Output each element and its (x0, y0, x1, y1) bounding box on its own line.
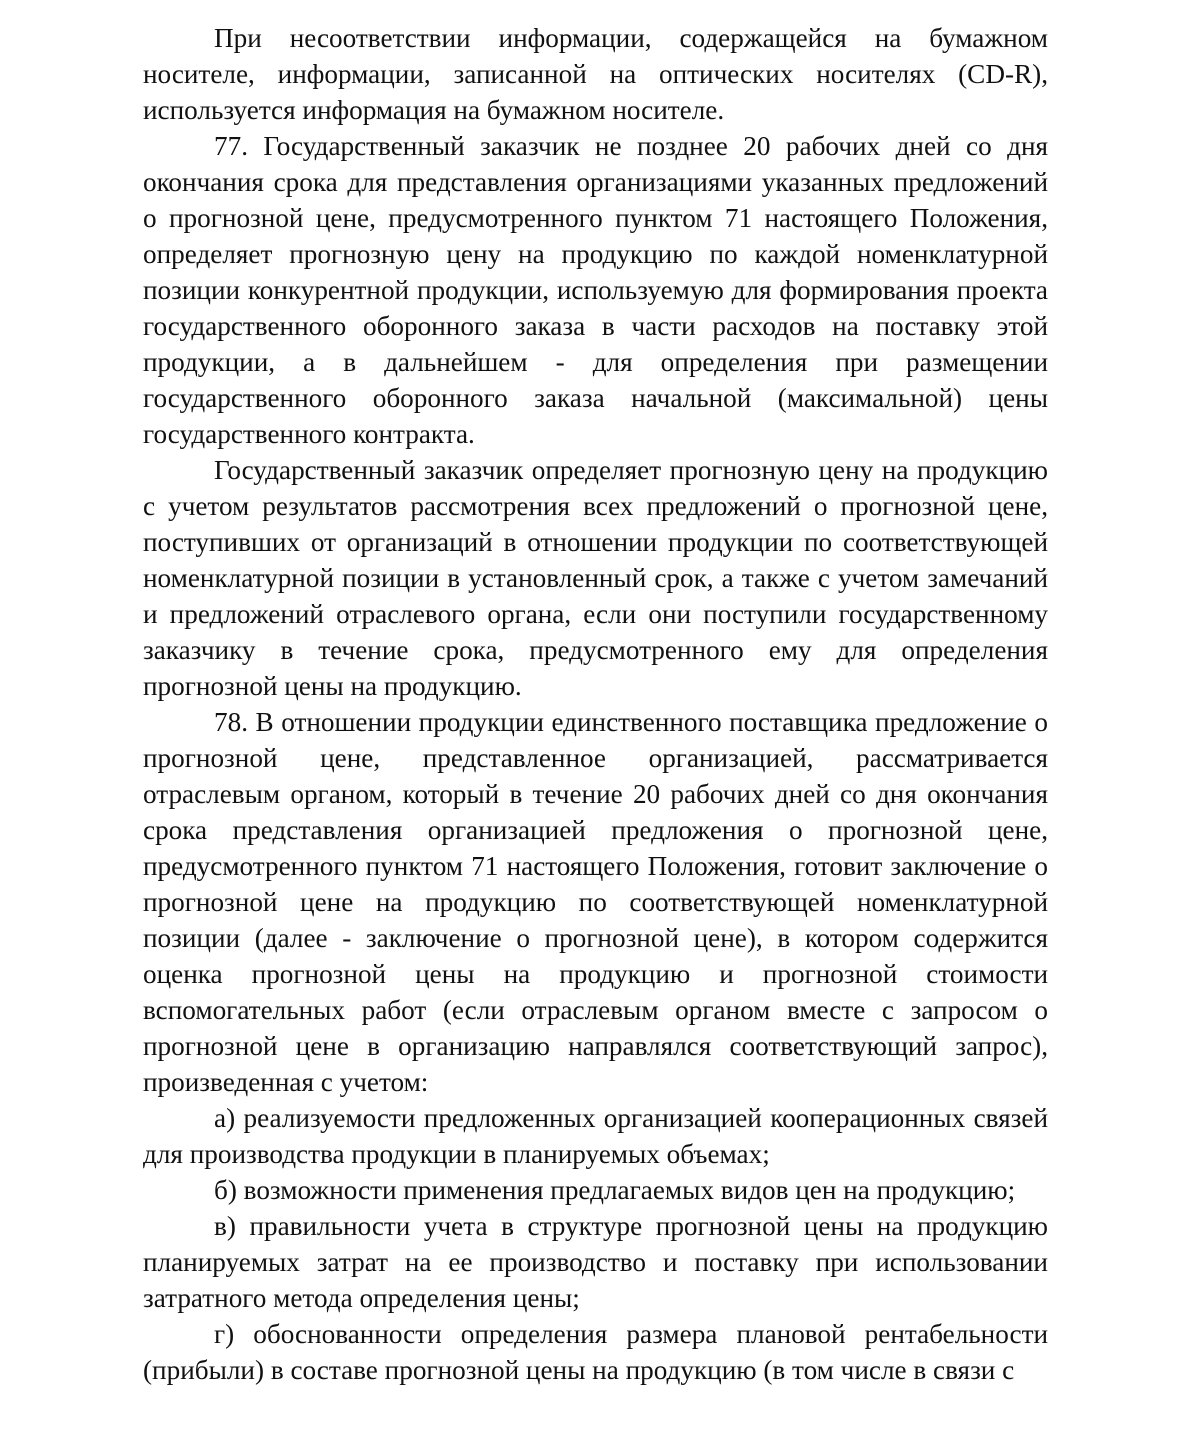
paragraph-77-pricing: Государственный заказчик определяет прогнозную цену на продукцию с учетом результатов рассмотрения всех предложений о прогнозной цене, поступивших от организаций в отношении продукции по соответствующей номенклатурной позиции в установленный срок, а также с учетом замечаний и предложений отраслевого органа, если они поступили государственному заказчику в течение срока, предусмотренного ему для определения прогнозной цены на продукцию. (143, 455, 1048, 701)
paragraph-77: 77. Государственный заказчик не позднее 20 рабочих дней со дня окончания срока для представления организациями указанных предложений о прогнозной цене, предусмотренного пунктом 71 настоящего Положения, определяет прогнозную цену на продукцию по каждой номенклатурной позиции конкурентной продукции, используемую для формирования проекта государственного оборонного заказа в части расходов на поставку этой продукции, а в дальнейшем - для определения при размещении государственного оборонного заказа начальной (максимальной) цены государственного контракта. (143, 131, 1048, 449)
list-item-g: г) обоснованности определения размера плановой рентабельности (прибыли) в составе прогнозной цены на продукцию (в том числе в связи с (143, 1319, 1048, 1385)
paragraph-78: 78. В отношении продукции единственного поставщика предложение о прогнозной цене, представленное организацией, рассматривается отраслевым органом, который в течение 20 рабочих дней со дня окончания срока представления организацией предложения о прогнозной цене, предусмотренного пунктом 71 настоящего Положения, готовит заключение о прогнозной цене на продукцию по соответствующей номенклатурной позиции (далее - заключение о прогнозной цене), в котором содержится оценка прогнозной цены на продукцию и прогнозной стоимости вспомогательных работ (если отраслевым органом вместе с запросом о прогнозной цене в организацию направлялся соответствующий запрос), произведенная с учетом: (143, 707, 1048, 1097)
list-item-v: в) правильности учета в структуре прогнозной цены на продукцию планируемых затрат на ее производство и поставку при использовании затратного метода определения цены; (143, 1211, 1048, 1313)
document-page (143, 20, 1048, 1388)
list-item-a: а) реализуемости предложенных организацией кооперационных связей для производства продукции в планируемых объемах; (143, 1103, 1048, 1169)
paragraph-cd-r-priority: При несоответствии информации, содержащейся на бумажном носителе, информации, записанной на оптических носителях (CD-R), используется информация на бумажном носителе. (143, 23, 1048, 125)
list-item-b: б) возможности применения предлагаемых видов цен на продукцию; (214, 1175, 1016, 1205)
